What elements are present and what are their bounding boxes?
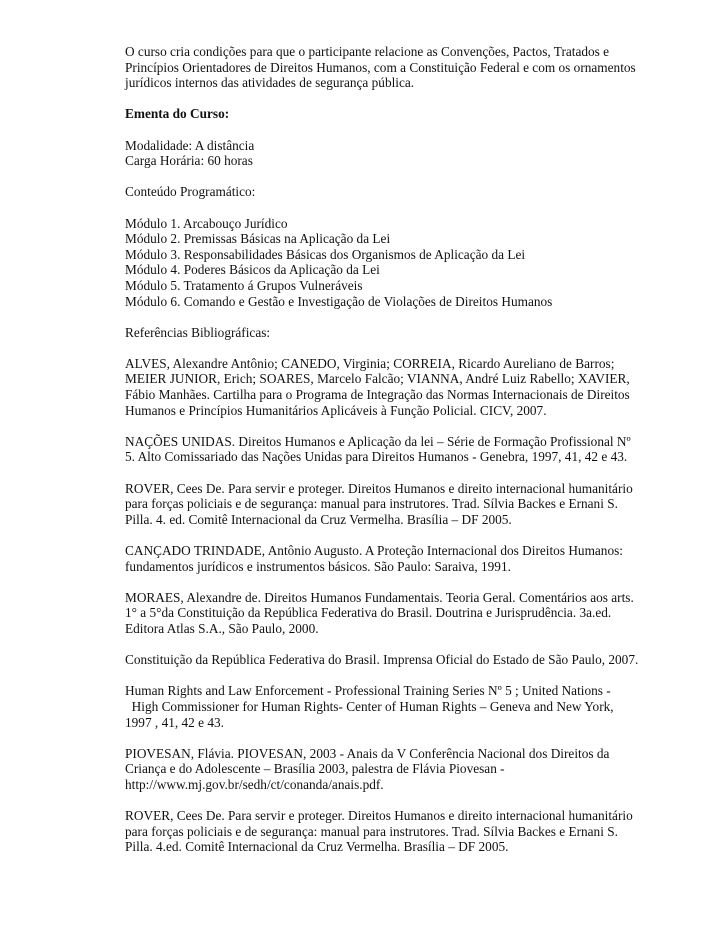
course-info [125, 138, 655, 169]
ementa-heading: Ementa do Curso: [125, 106, 230, 122]
reference-line: Editora Atlas S.A., São Paulo, 2000. [125, 620, 319, 636]
reference-line: High Commissioner for Human Rights- Center of Human Rights – Geneva and New York, [125, 698, 614, 714]
intro-line: O curso cria condições para que o participante relacione as Convenções, Pactos, Tratados e [125, 44, 610, 59]
reference-line: 5. Alto Comissariado das Nações Unidas para Direitos Humanos - Genebra, 1997, 41, 42 e 43. [125, 449, 628, 465]
carga-horaria-text: Carga Horária: 60 horas [125, 153, 253, 169]
conteudo-heading: Conteúdo Programático: [125, 184, 256, 200]
reference-line: 1997 , 41, 42 e 43. [125, 714, 224, 730]
module-item: Módulo 3. Responsabilidades Básicas dos Organismos de Aplicação da Lei [125, 246, 526, 262]
modules-list [125, 216, 655, 310]
intro-line: jurídicos internos das atividades de segurança pública. [125, 75, 415, 91]
reference-line: Fábio Manhães. Cartilha para o Programa de Integração das Normas Internacionais de Direitos [125, 387, 630, 403]
reference-entry [125, 356, 655, 418]
reference-line: MORAES, Alexandre de. Direitos Humanos Fundamentais. Teoria Geral. Comentários aos arts. [125, 589, 634, 605]
reference-url: http://www.mj.gov.br/sedh/ct/conanda/anais.pdf. [125, 776, 384, 792]
reference-line: NAÇÕES UNIDAS. Direitos Humanos e Aplicação da lei – Série de Formação Profissional Nº [125, 433, 631, 449]
modalidade-text: Modalidade: A distância [125, 137, 255, 153]
reference-entry [125, 652, 655, 668]
reference-entry [125, 808, 655, 855]
document-page [125, 44, 655, 855]
reference-line: MEIER JUNIOR, Erich; SOARES, Marcelo Falcão; VIANNA, André Luiz Rabello; XAVIER, [125, 371, 630, 387]
reference-line: ROVER, Cees De. Para servir e proteger. Direitos Humanos e direito internacional humanitário [125, 808, 633, 824]
reference-entry [125, 481, 655, 528]
reference-line: ROVER, Cees De. Para servir e proteger. Direitos Humanos e direito internacional humanitário [125, 480, 633, 496]
reference-line: ALVES, Alexandre Antônio; CANEDO, Virginia; CORREIA, Ricardo Aureliano de Barros; [125, 355, 615, 371]
reference-line: PIOVESAN, Flávia. PIOVESAN, 2003 - Anais da V Conferência Nacional dos Direitos da [125, 745, 610, 761]
reference-line: CANÇADO TRINDADE, Antônio Augusto. A Proteção Internacional dos Direitos Humanos: [125, 543, 623, 558]
intro-paragraph [125, 44, 655, 91]
reference-entry [125, 434, 655, 465]
reference-line: fundamentos jurídicos e instrumentos básicos. São Paulo: Saraiva, 1991. [125, 558, 511, 574]
module-item: Módulo 4. Poderes Básicos da Aplicação da Lei [125, 262, 380, 278]
reference-line: Humanos e Princípios Humanitários Aplicáveis à Função Policial. CICV, 2007. [125, 402, 547, 418]
reference-line: 1° a 5°da Constituição da República Federativa do Brasil. Doutrina e Jurisprudência. 3a.ed. [125, 605, 612, 621]
module-item: Módulo 1. Arcabouço Jurídico [125, 215, 288, 231]
intro-line: Princípios Orientadores de Direitos Humanos, com a Constituição Federal e com os ornamentos [125, 59, 636, 75]
module-item: Módulo 5. Tratamento á Grupos Vulneráveis [125, 277, 363, 293]
module-item: Módulo 6. Comando e Gestão e Investigação de Violações de Direitos Humanos [125, 293, 553, 309]
reference-entry [125, 543, 655, 574]
reference-line: Criança e do Adolescente – Brasília 2003, palestra de Flávia Piovesan - [125, 761, 505, 777]
reference-line: para forças policiais e de segurança: manual para instrutores. Trad. Sílvia Backes e Ernani S. [125, 823, 618, 839]
referencias-heading: Referências Bibliográficas: [125, 324, 271, 340]
reference-line: Human Rights and Law Enforcement - Professional Training Series Nº 5 ; United Nations - [125, 683, 611, 699]
reference-entry [125, 590, 655, 637]
reference-line: Constituição da República Federativa do Brasil. Imprensa Oficial do Estado de São Paulo, 2007. [125, 652, 639, 668]
reference-entry [125, 746, 655, 793]
reference-line: Pilla. 4.ed. Comitê Internacional da Cruz Vermelha. Brasília – DF 2005. [125, 839, 509, 855]
reference-entry [125, 683, 655, 730]
reference-line: Pilla. 4. ed. Comitê Internacional da Cruz Vermelha. Brasília – DF 2005. [125, 511, 512, 527]
reference-line: para forças policiais e de segurança: manual para instrutores. Trad. Sílvia Backes e Ernani S. [125, 496, 618, 512]
module-item: Módulo 2. Premissas Básicas na Aplicação da Lei [125, 231, 391, 247]
